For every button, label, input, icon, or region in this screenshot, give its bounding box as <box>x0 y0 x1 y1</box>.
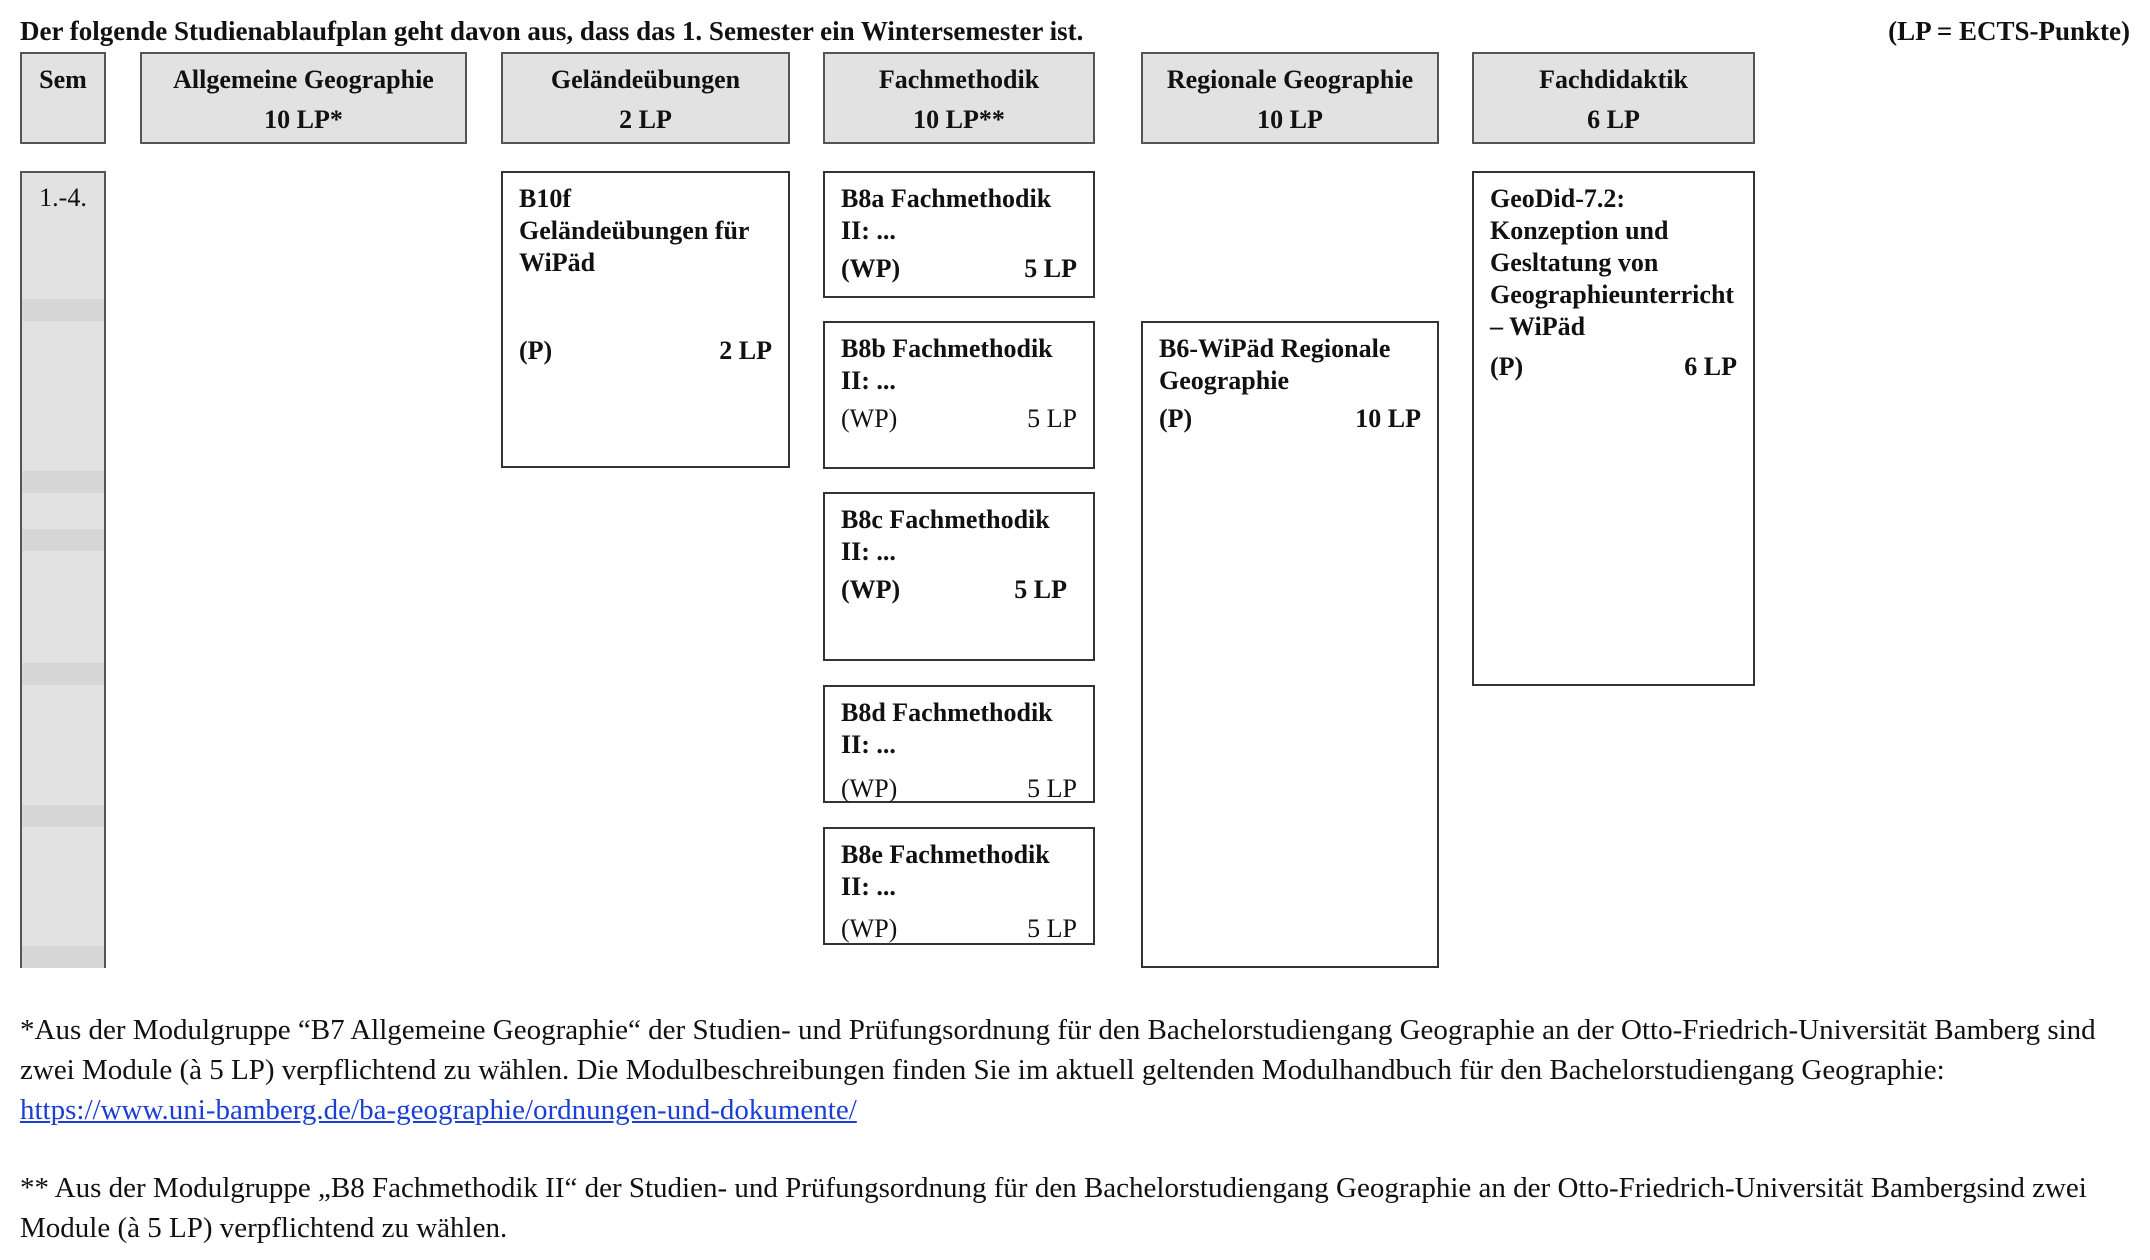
column-header-regionale <box>1141 52 1439 144</box>
module-b8d-lp: 5 LP <box>1027 774 1077 803</box>
module-b8a-title: B8a Fachmethodik II: ... <box>841 184 1052 245</box>
column-header-sem-label: Sem <box>39 65 87 94</box>
column-header-gelaende <box>501 52 790 144</box>
module-b10f-type: (P) <box>519 336 553 365</box>
module-b6-lp: 10 LP <box>1355 404 1421 433</box>
column-header-fachdidaktik <box>1472 52 1755 144</box>
module-b8c-type: (WP) <box>841 575 901 604</box>
column-header-fachmethodik-lp: 10 LP** <box>913 105 1005 134</box>
module-b8c-title: B8c Fachmethodik II: ... <box>841 505 1050 566</box>
footnote-one-link[interactable]: https://www.uni-bamberg.de/ba-geographie/ordnungen-und-dokumente/ <box>20 1094 857 1126</box>
column-header-gelaende-lp: 2 LP <box>619 105 672 134</box>
module-b6 <box>1141 321 1439 968</box>
module-b8e-type: (WP) <box>841 914 898 943</box>
module-b8a-type: (WP) <box>841 254 901 283</box>
semester-label: 1.-4. <box>39 183 87 212</box>
module-b8b-title: B8b Fachmethodik II: ... <box>841 334 1053 395</box>
module-b8d <box>823 685 1095 803</box>
module-b8a <box>823 171 1095 298</box>
semester-band <box>22 805 104 827</box>
semester-band <box>22 471 104 493</box>
column-header-allgemeine-label: Allgemeine Geographie <box>173 65 434 94</box>
semester-band <box>22 663 104 685</box>
column-header-fachmethodik-label: Fachmethodik <box>878 65 1040 94</box>
module-geodid-type: (P) <box>1490 352 1524 381</box>
module-b8b <box>823 321 1095 469</box>
module-b8a-lp: 5 LP <box>1024 254 1077 283</box>
column-header-gelaende-label: Geländeübungen <box>550 65 741 94</box>
column-header-fachdidaktik-lp: 6 LP <box>1587 105 1640 134</box>
semester-band <box>22 529 104 551</box>
module-b8b-lp: 5 LP <box>1027 404 1077 433</box>
column-header-allgemeine-lp: 10 LP* <box>264 105 343 134</box>
module-b10f <box>501 171 790 468</box>
semester-column <box>20 171 106 968</box>
module-b8d-title: B8d Fachmethodik II: ... <box>841 698 1053 759</box>
module-b8e-title: B8e Fachmethodik II: ... <box>841 840 1050 901</box>
footnote-one <box>20 1010 2140 1130</box>
column-header-fachmethodik <box>823 52 1095 144</box>
module-b8b-type: (WP) <box>841 404 898 433</box>
module-b8e <box>823 827 1095 945</box>
semester-band <box>22 946 104 968</box>
column-header-regionale-label: Regionale Geographie <box>1166 65 1414 94</box>
module-b6-title: B6-WiPäd Regionale Geographie <box>1159 334 1391 395</box>
intro-text: Der folgende Studienablaufplan geht davon aus, dass das 1. Semester ein Wintersemester ist. <box>20 16 1084 46</box>
module-b8e-lp: 5 LP <box>1027 914 1077 943</box>
column-header-allgemeine <box>140 52 467 144</box>
module-b8c-lp: 5 LP <box>1014 575 1067 604</box>
column-header-regionale-lp: 10 LP <box>1257 105 1323 134</box>
module-b8c <box>823 492 1095 661</box>
module-b10f-lp: 2 LP <box>719 336 772 365</box>
module-b10f-title: B10f Geländeübungen für WiPäd <box>519 184 750 277</box>
module-geodid <box>1472 171 1755 686</box>
module-b6-type: (P) <box>1159 404 1193 433</box>
module-geodid-title: GeoDid-7.2: Konzeption und Gesltatung von Geographieunterricht – WiPäd <box>1490 184 1735 341</box>
column-header-fachdidaktik-label: Fachdidaktik <box>1539 65 1688 94</box>
legend-text: (LP = ECTS-Punkte) <box>1888 16 2130 46</box>
column-header-sem <box>20 52 106 144</box>
module-b8d-type: (WP) <box>841 774 898 803</box>
module-geodid-lp: 6 LP <box>1684 352 1737 381</box>
footnote-two: ** Aus der Modulgruppe „B8 Fachmethodik II“ der Studien- und Prüfungsordnung für den Bachelorstudiengang Geographie an der Otto-Friedrich-Universität Bambergsind zwei Module (à 5 LP) verpflichtend zu wählen. <box>20 1172 2087 1244</box>
semester-band <box>22 299 104 321</box>
footnote-one-text: *Aus der Modulgruppe “B7 Allgemeine Geographie“ der Studien- und Prüfungsordnung für den Bachelorstudiengang Geographie an der Otto-Friedrich-Universität Bamberg sind zwei Module (à 5 LP) verpflichtend zu wählen. Die Modulbeschreibungen finden Sie im aktuell geltenden Modulhandbuch für den Bachelorstudiengang Geographie: <box>20 1014 2096 1086</box>
